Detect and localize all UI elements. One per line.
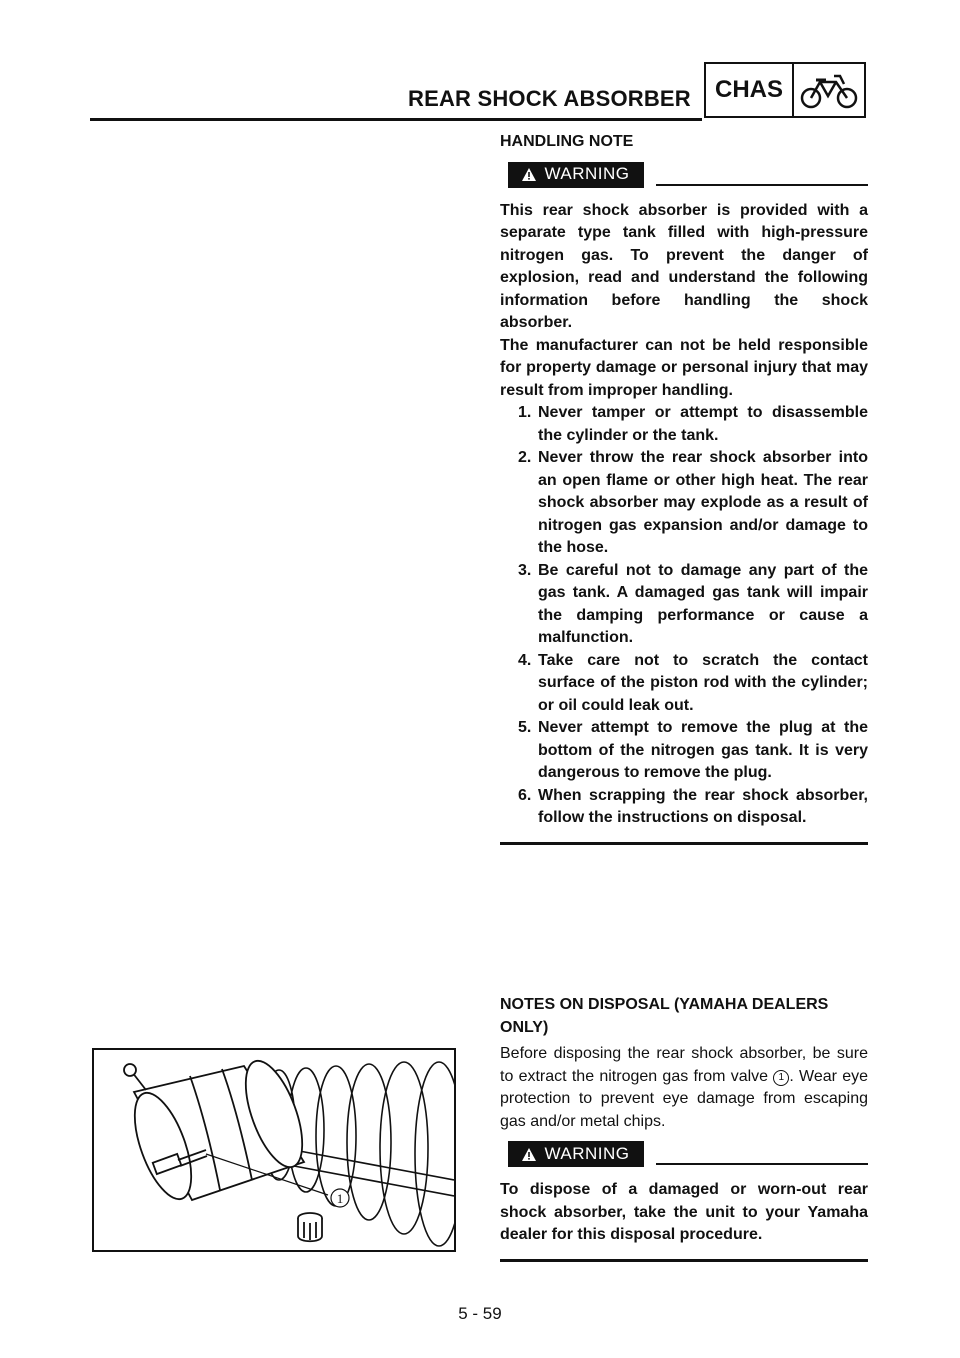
svg-text:1: 1 xyxy=(336,1191,344,1206)
warning-banner xyxy=(500,162,868,190)
warning-end-rule xyxy=(500,842,868,845)
warning-triangle-icon xyxy=(522,168,536,181)
warning-triangle-icon xyxy=(522,1148,536,1161)
disposal-warning-text: To dispose of a damaged or worn-out rear shock absorber, take the unit to your Yamaha dealer for this disposal procedure. xyxy=(500,1181,868,1243)
page-number: 5 - 59 xyxy=(458,1304,502,1323)
warning-list xyxy=(500,402,868,830)
disposal-section xyxy=(500,994,868,1262)
list-item: 4. Take care not to scratch the contact surface of the piston rod with the cylinder; or oil could leak out. xyxy=(518,651,868,714)
handling-section xyxy=(500,131,868,845)
warning-label: WARNING xyxy=(544,164,630,184)
section-tab xyxy=(704,62,866,118)
warning-banner xyxy=(500,1141,868,1169)
figure-callout xyxy=(331,1189,349,1207)
handling-heading: HANDLING NOTE xyxy=(500,133,634,150)
list-item: 2. Never throw the rear shock absorber into an open flame or other high heat. The rear shock absorber may explode as a result of nitrogen gas expansion and/or damage to the hose. xyxy=(518,449,868,556)
section-code: CHAS xyxy=(706,64,794,116)
shock-absorber-illustration xyxy=(92,1048,456,1252)
warning-label: WARNING xyxy=(544,1143,630,1163)
shock-absorber-drawing xyxy=(94,1050,454,1250)
disposal-text: Before disposing the rear shock absorber, be sure to extract the nitrogen gas from valve 1 . Wear eye protection to prevent eye damage from escaping gas and/or metal chips. xyxy=(500,1045,869,1130)
callout-number: 1 xyxy=(773,1070,789,1086)
warning-badge xyxy=(508,162,644,188)
disposal-heading: NOTES ON DISPOSAL (YAMAHA DEALERS ONLY) xyxy=(500,996,829,1036)
warning-badge xyxy=(508,1141,644,1167)
motorcycle-icon xyxy=(794,64,864,116)
warning-intro: This rear shock absorber is provided with a separate type tank filled with high-pressure nitrogen gas. To prevent the danger of explosion, read and understand the following information before handling the shock absorber. xyxy=(500,201,868,331)
warning-rule xyxy=(656,1163,868,1165)
list-item: 3. Be careful not to damage any part of the gas tank. A damaged gas tank will impair the damping performance or cause a malfunction. xyxy=(518,561,868,646)
warning-liability: The manufacturer can not be held responsible for property damage or personal injury that may result from improper handling. xyxy=(500,336,868,399)
list-item: 6. When scrapping the rear shock absorber, follow the instructions on disposal. xyxy=(518,786,868,826)
list-item: 1. Never tamper or attempt to disassemble the cylinder or the tank. xyxy=(518,404,868,444)
page-title: REAR SHOCK ABSORBER xyxy=(408,86,691,111)
warning-rule xyxy=(656,184,868,186)
warning-end-rule xyxy=(500,1259,868,1262)
list-item: 5. Never attempt to remove the plug at the bottom of the nitrogen gas tank. It is very dangerous to remove the plug. xyxy=(518,719,868,781)
header-rule xyxy=(90,118,702,121)
